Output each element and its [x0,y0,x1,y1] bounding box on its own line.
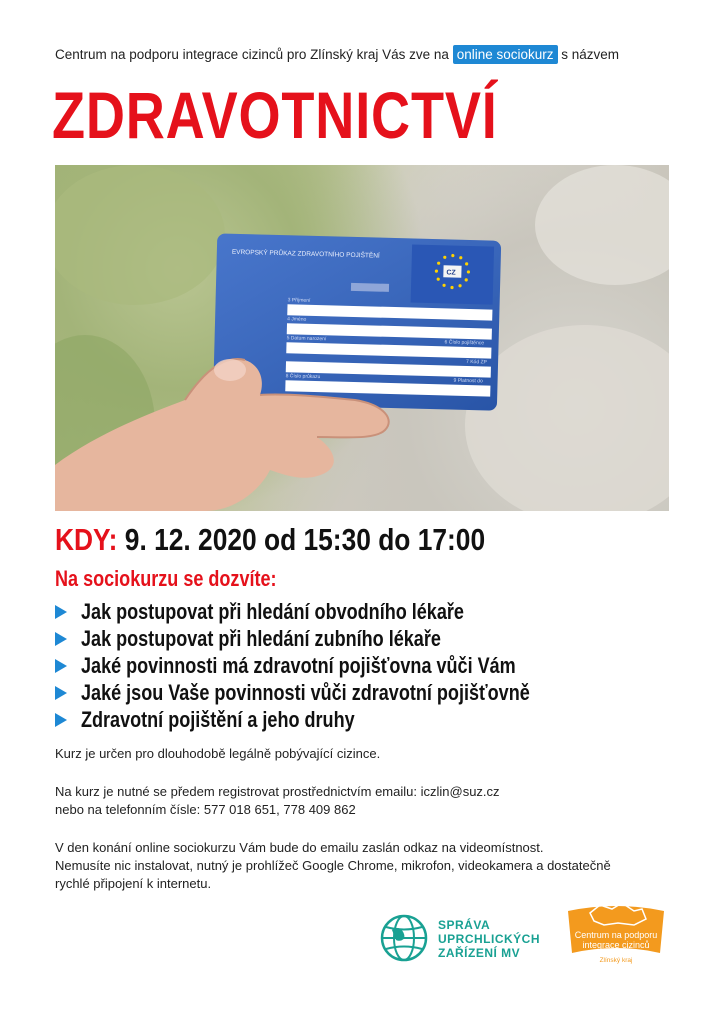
card-header: EVROPSKÝ PRŮKAZ ZDRAVOTNÍHO POJIŠTĚNÍ [231,248,380,260]
online-info-line-2: Nemusíte nic instalovat, nutný je prohlížeč Google Chrome, mikrofon, videokamera a dostatečně [55,858,611,873]
triangle-bullet-icon [55,605,67,619]
topics-list [55,598,628,733]
card-field-9: 9 Platnost do [453,377,483,385]
topic-text: Jaké jsou Vaše povinnosti vůči zdravotní pojišťovně [81,679,530,705]
page-title: ZDRAVOTNICTVÍ [52,78,498,152]
centrum-logo [560,897,672,967]
when-label: KDY: [55,522,118,557]
list-item [55,625,628,652]
globe-icon [378,912,430,964]
card-field-4: 4 Jméno [287,316,307,323]
centrum-region: Zlínský kraj [599,957,633,964]
online-info-line-1: V den konání online sociokurzu Vám bude do emailu zaslán odkaz na videomístnost. [55,840,544,855]
health-card-photo [55,165,669,511]
learn-heading: Na sociokurzu se dozvíte: [55,566,277,591]
triangle-bullet-icon [55,686,67,700]
list-item [55,652,628,679]
topic-text: Jaké povinnosti má zdravotní pojišťovna vůči Vám [81,652,516,678]
suz-line-2: UPRCHLICKÝCH [438,932,540,946]
topic-text: Jak postupovat při hledání zubního lékaře [81,625,441,651]
card-field-7: 7 Kód ZP [465,358,488,366]
when-value: 9. 12. 2020 od 15:30 do 17:00 [124,522,486,557]
triangle-bullet-icon [55,659,67,673]
card-field-3: 3 Příjmení [287,297,311,304]
health-card-illustration [55,165,669,511]
card-field-8: 8 Číslo průkazu [285,373,321,381]
online-sociokurz-badge: online sociokurz [453,45,558,64]
registration-line-1: Na kurz je nutné se předem registrovat prostřednictvím emailu: iczlin@suz.cz [55,784,500,799]
list-item [55,706,628,733]
topic-text: Jak postupovat při hledání obvodního lékaře [81,598,464,624]
triangle-bullet-icon [55,713,67,727]
topic-text: Zdravotní pojištění a jeho druhy [81,706,355,732]
intro-text [55,47,619,62]
card-field-5: 5 Datum narození [286,335,327,343]
online-info [55,839,611,893]
suz-line-1: SPRÁVA [438,918,491,932]
registration-info [55,783,500,819]
suz-logo [378,912,548,967]
centrum-line-2: integrace cizinců [582,940,650,950]
audience-text: Kurz je určen pro dlouhodobě legálně pobývající cizince. [55,746,381,761]
card-country: CZ [446,269,456,277]
list-item [55,598,628,625]
online-info-line-3: rychlé připojení k internetu. [55,876,212,891]
event-date [55,524,485,555]
centrum-logo-text [560,930,672,950]
suz-line-3: ZAŘÍZENÍ MV [438,946,521,960]
intro-after: s názvem [557,47,620,62]
card-field-6: 6 Číslo pojištěnce [444,339,485,347]
registration-line-2: nebo na telefonním čísle: 577 018 651, 778 409 862 [55,802,356,817]
triangle-bullet-icon [55,632,67,646]
suz-logo-text [438,918,540,960]
intro-before: Centrum na podporu integrace cizinců pro Zlínský kraj Vás zve na [55,47,453,62]
list-item [55,679,628,706]
centrum-line-1: Centrum na podporu [574,930,658,940]
